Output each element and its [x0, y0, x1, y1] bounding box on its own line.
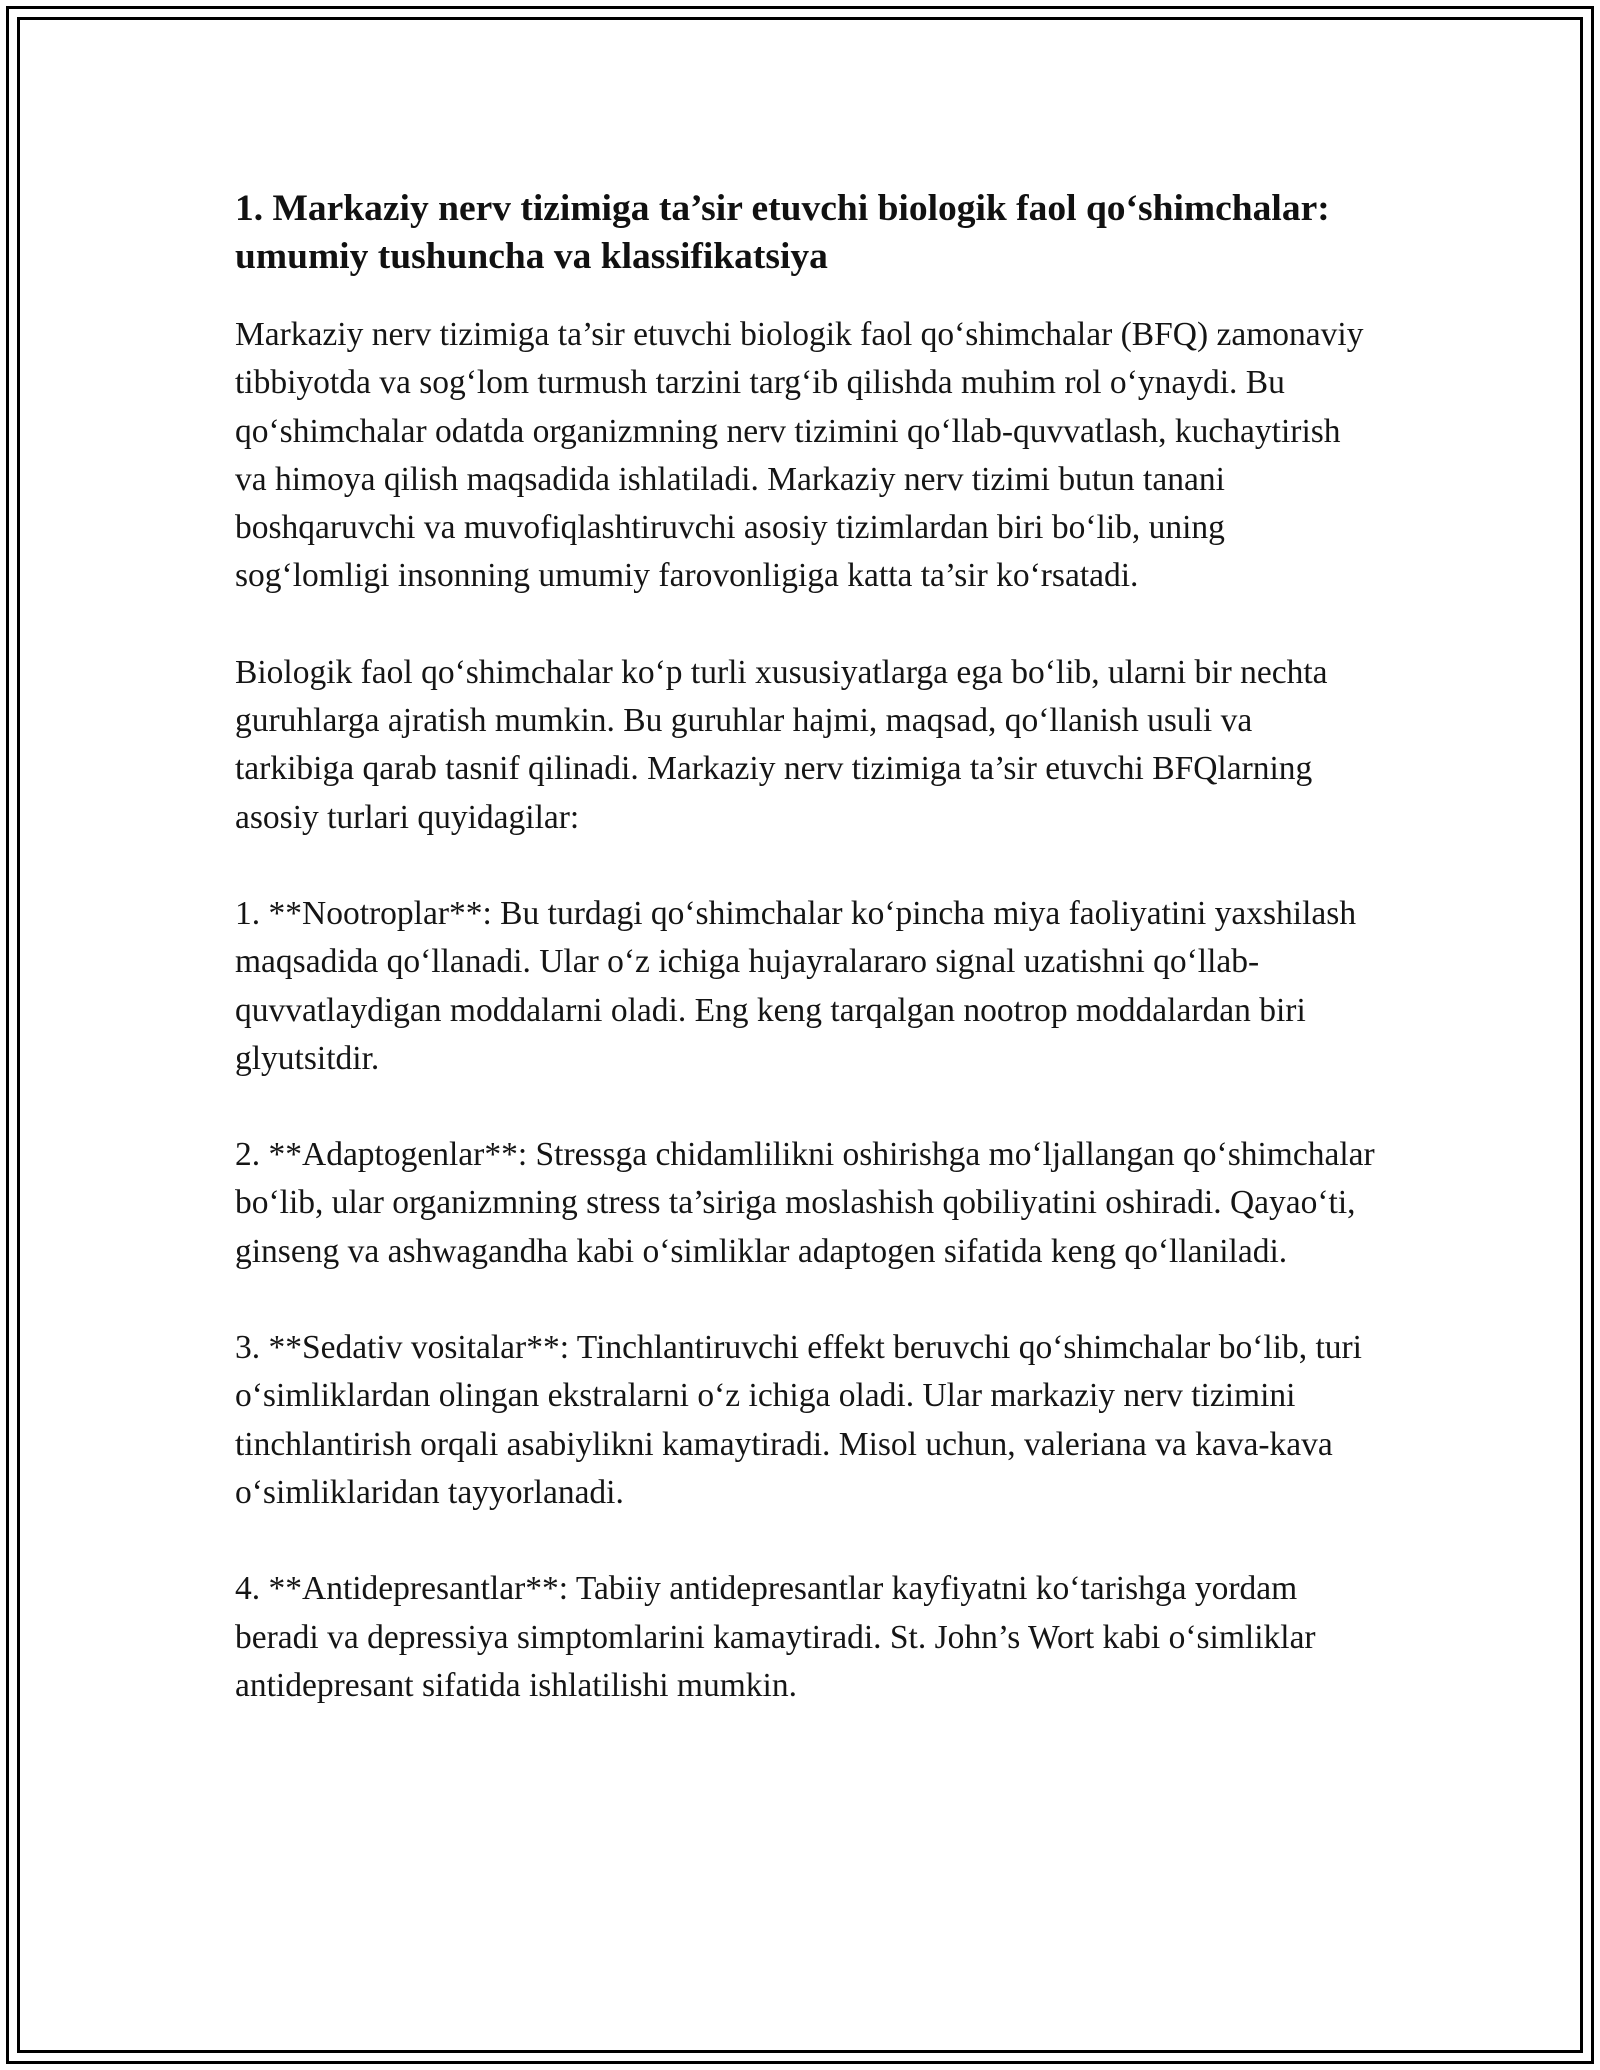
document-body — [235, 185, 1375, 1758]
intro-paragraph: Markaziy nerv tizimiga ta’sir etuvchi biologik faol qo‘shimchalar (BFQ) zamonaviy tibbiyotda va sog‘lom turmush tarzini targ‘ib qilishda muhim rol o‘ynaydi. Bu qo‘shimchalar odatda organizmning nerv tizimini qo‘llab-quvvatlash, kuchaytirish va himoya qilish maqsadida ishlatiladi. Markaziy nerv tizimi butun tanani boshqaruvchi va muvofiqlashtiruvchi asosiy tizimlardan biri bo‘lib, uning sog‘lomligi insonning umumiy farovonligiga katta ta’sir ko‘rsatadi. — [235, 316, 1364, 595]
classification-paragraph: Biologik faol qo‘shimchalar ko‘p turli xususiyatlarga ega bo‘lib, ularni bir nechta guruhlarga ajratish mumkin. Bu guruhlar hajmi, maqsad, qo‘llanish usuli va tarkibiga qarab tasnif qilinadi. Markaziy nerv tizimiga ta’sir etuvchi BFQlarning asosiy turlari quyidagilar: — [235, 653, 1328, 836]
list-item-sedatives: 3. **Sedativ vositalar**: Tinchlantiruvchi effekt beruvchi qo‘shimchalar bo‘lib, turi o‘simliklardan olingan ekstralarni o‘z ichiga oladi. Ular markaziy nerv tizimini tinchlantirish orqali asabiylikni kamaytiradi. Misol uchun, valeriana va kava-kava o‘simliklaridan tayyorlanadi. — [235, 1329, 1362, 1511]
list-item-antidepressants: 4. **Antidepresantlar**: Tabiiy antidepresantlar kayfiyatni ko‘tarishga yordam beradi va depressiya simptomlarini kamaytiradi. St. John’s Wort kabi o‘simliklar antidepresant sifatida ishlatilishi mumkin. — [235, 1570, 1316, 1704]
list-item-adaptogens: 2. **Adaptogenlar**: Stressga chidamlilikni oshirishga mo‘ljallangan qo‘shimchalar bo‘lib, ular organizmning stress ta’siriga moslashish qobiliyatini oshiradi. Qayao‘ti, ginseng va ashwagandha kabi o‘simliklar adaptogen sifatida keng qo‘llaniladi. — [235, 1136, 1375, 1270]
section-heading: 1. Markaziy nerv tizimiga ta’sir etuvchi biologik faol qo‘shimchalar: umumiy tushuncha va klassifikatsiya — [235, 188, 1330, 277]
list-item-nootropics: 1. **Nootroplar**: Bu turdagi qo‘shimchalar ko‘pincha miya faoliyatini yaxshilash maqsadida qo‘llanadi. Ular o‘z ichiga hujayralararo signal uzatishni qo‘llab-quvvatlaydigan moddalarni oladi. Eng keng tarqalgan nootrop moddalardan biri glyutsitdir. — [235, 894, 1357, 1077]
